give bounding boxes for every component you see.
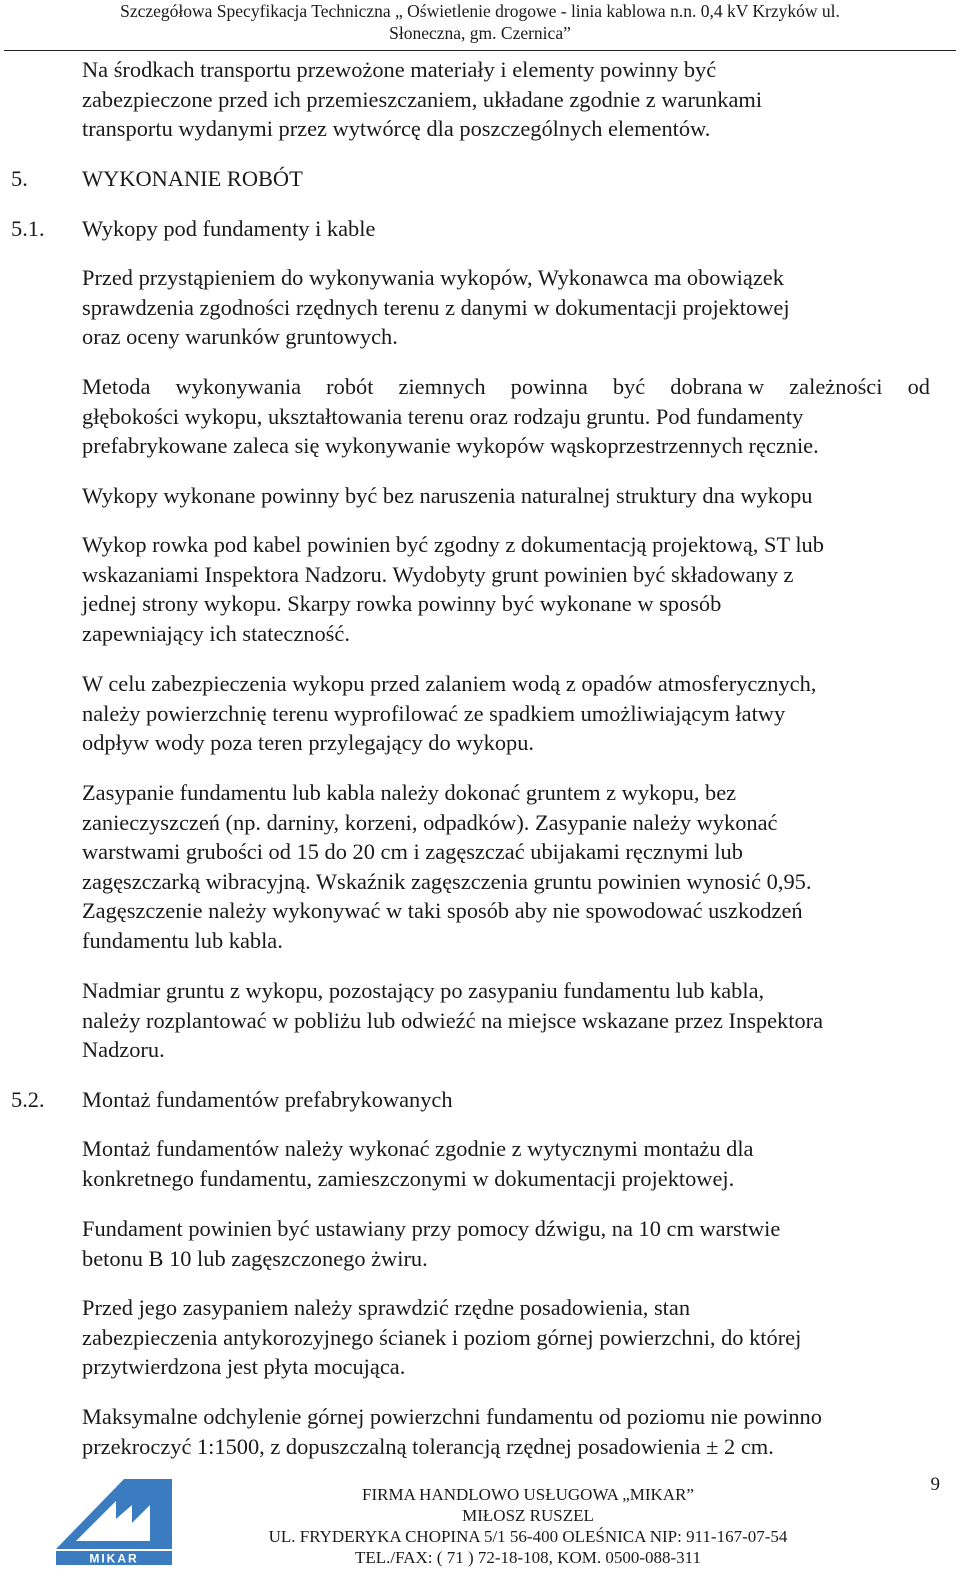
text-line: przekroczyć 1:1500, z dopuszczalną tolerancją rzędnej posadowienia ± 2 cm. [82,1433,774,1459]
text-line: Przed jego zasypaniem należy sprawdzić rzędne posadowienia, stan [82,1295,691,1320]
text-line: zanieczyszczeń (np. darniny, korzeni, odpadków). Zasypanie należy wykonać [82,809,778,835]
text-line: betonu B 10 lub zagęszczonego żwiru. [82,1245,428,1271]
footer-line: TEL./FAX: ( 71 ) 72-18-108, KOM. 0500-088-311 [354,1548,702,1567]
text-line: zagęszczarką wibracyjną. Wskaźnik zagęszczenia gruntu powinien wynosić 0,95. [82,868,812,894]
page-number: 9 [930,1474,940,1495]
text-line: warstwami grubości od 15 do 20 cm i zagęszczać ubijakami ręcznymi lub [82,839,743,865]
paragraph-before-excavation [82,263,942,352]
text-line: zapewniający ich stateczność. [82,620,350,646]
justified-line [82,372,930,402]
text-line: transportu wydanymi przez wytwórcę dla poszczególnych elementów. [82,116,711,142]
paragraph-assembly [82,1134,942,1193]
text-line: fundamentu lub kabla. [82,927,283,953]
text-line: Na środkach transportu przewożone materiały i elementy powinny być [82,57,717,82]
footer-line: UL. FRYDERYKA CHOPINA 5/1 56-400 OLEŚNICA NIP: 911-167-07-54 [268,1527,788,1546]
text-line: odpływ wody poza teren przylegający do wykopu. [82,730,535,756]
heading-text: Wykopy pod fundamenty i kable [82,216,376,241]
text-line: Montaż fundamentów należy wykonać zgodnie z wytycznymi montażu dla [82,1136,754,1161]
text-line: zabezpieczenia antykorozyjnego ścianek i poziom górnej powierzchni, do której [82,1324,802,1350]
paragraph-check-before-backfill [82,1293,942,1382]
section-5-2-title [82,1085,942,1115]
header-divider [4,50,956,51]
heading-text: Montaż fundamentów prefabrykowanych [82,1087,453,1112]
footer-line: FIRMA HANDLOWO USŁUGOWA „MIKAR” [362,1485,694,1504]
text-line: Nadmiar gruntu z wykopu, pozostający po zasypaniu fundamentu lub kabla, [82,978,765,1003]
header-line-2: Słoneczna, gm. Czernica” [389,23,571,43]
word: Metoda [82,374,151,399]
text-line: przytwierdzona jest płyta mocująca. [82,1354,406,1380]
paragraph-excess-soil [82,976,942,1065]
paragraph-method [82,372,942,461]
section-5-1-title [82,214,942,244]
text-line: Zagęszczenie należy wykonywać w taki sposób aby nie spowodować uszkodzeń [82,898,803,924]
text-line: zabezpieczone przed ich przemieszczaniem, układane zgodnie z warunkami [82,86,763,112]
text-line: należy rozplantować w pobliżu lub odwieźć na miejsce wskazane przez Inspektora [82,1007,824,1033]
word: od [907,374,930,399]
text-line: sprawdzenia zgodności rzędnych terenu z danymi w dokumentacji projektowej [82,294,790,320]
paragraph-tolerance [82,1402,942,1461]
word: ziemnych [398,374,486,399]
text-line: oraz oceny warunków gruntowych. [82,324,398,350]
text-line: Zasypanie fundamentu lub kabla należy dokonać gruntem z wykopu, bez [82,780,737,805]
heading-text: WYKONANIE ROBÓT [82,166,303,191]
footer-line: MIŁOSZ RUSZEL [462,1506,594,1525]
section-5-2-number: 5.2. [11,1087,45,1112]
text-line: Wykop rowka pod kabel powinien być zgodny z dokumentacją projektową, ST lub [82,532,824,557]
word: zależności [789,374,883,399]
text-line: konkretnego fundamentu, zamieszczonymi w dokumentacji projektowej. [82,1165,735,1191]
section-5-title [82,164,942,194]
text-line: wskazaniami Inspektora Nadzoru. Wydobyty grunt powinien być składowany z [82,561,794,587]
section-5-1-number: 5.1. [11,216,45,241]
text-line: głębokości wykopu, ukształtowania terenu oraz rodzaju gruntu. Pod fundamenty [82,403,804,429]
mikar-logo [54,1475,174,1567]
paragraph-flood-protection [82,669,942,758]
word: wykonywania [175,374,302,399]
paragraph-excavation-quality [82,481,942,511]
paragraph-crane [82,1214,942,1273]
word: powinna [510,374,588,399]
text-line: jednej strony wykopu. Skarpy rowka powinny być wykonane w sposób [82,591,722,617]
text-line: należy powierzchnię terenu wyprofilować ze spadkiem umożliwiającym łatwy [82,700,786,726]
text-line: Maksymalne odchylenie górnej powierzchni fundamentu od poziomu nie powinno [82,1404,822,1429]
logo-text: MIKAR [89,1551,139,1566]
text-line: W celu zabezpieczenia wykopu przed zalaniem wodą z opadów atmosferycznych, [82,671,817,696]
word: być [612,374,646,399]
word: robót [326,374,374,399]
text-line: Wykopy wykonane powinny być bez naruszenia naturalnej struktury dna wykopu [82,483,813,508]
footer-company [250,1484,806,1568]
header-line-1: Szczegółowa Specyfikacja Techniczna „ Oświetlenie drogowe - linia kablowa n.n. 0,4 kV Krzyków ul. [120,1,840,21]
word: dobrana w [670,374,765,399]
paragraph-transport [82,55,942,144]
paragraph-backfill [82,778,942,956]
text-line: prefabrykowane zaleca się wykonywanie wykopów wąskoprzestrzennych ręcznie. [82,433,819,459]
section-5-number: 5. [11,166,28,191]
paragraph-cable-trench [82,530,942,648]
text-line: Przed przystąpieniem do wykonywania wykopów, Wykonawca ma obowiązek [82,265,784,290]
text-line: Fundament powinien być ustawiany przy pomocy dźwigu, na 10 cm warstwie [82,1216,781,1241]
page-header [0,0,960,44]
text-line: Nadzoru. [82,1037,165,1063]
